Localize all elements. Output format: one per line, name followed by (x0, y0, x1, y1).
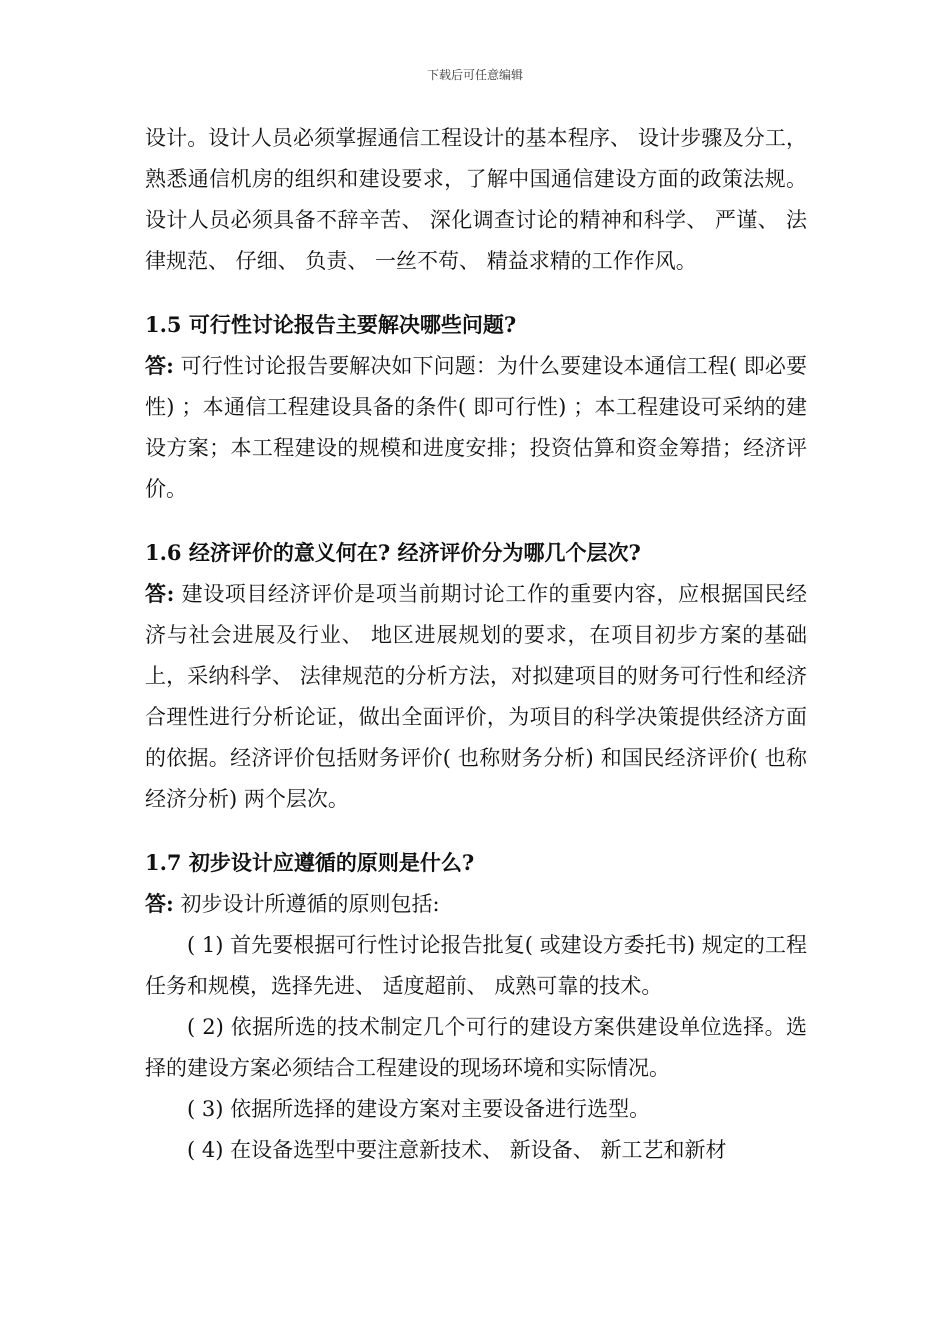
intro-paragraph: 设计。设计人员必须掌握通信工程设计的基本程序、 设计步骤及分工，熟悉通信机房的组织和建设要求，了解中国通信建设方面的政策法规。设计人员必须具备不辞辛苦、 深化调查讨论的精神和科学、 严谨、 法律规范、 仔细、 负责、 一丝不苟、 精益求精的工作作风。 (145, 126, 807, 273)
question-1-7-heading: 1.7 初步设计应遵循的原则是什么? (145, 850, 475, 875)
answer-1-7-text: 初步设计所遵循的原则包括: (173, 892, 440, 916)
document-body (145, 118, 807, 1171)
answer-1-6-text: 建设项目经济评价是项当前期讨论工作的重要内容，应根据国民经济与社会进展及行业、 地区进展规划的要求，在项目初步方案的基础上，采纳科学、 法律规范的分析方法，对拟建项目的财务可行性和经济合理性进行分析论证，做出全面评价，为项目的科学决策提供经济方面的依据。经济评价包括财务评价( 也称财务分析) 和国民经济评价( 也称经济分析) 两个层次。 (145, 582, 807, 811)
principle-item-1: ( 1) 首先要根据可行性讨论报告批复( 或建设方委托书) 规定的工程任务和规模，选择先进、 适度超前、 成熟可靠的技术。 (145, 933, 807, 998)
answer-1-7 (145, 883, 807, 925)
answer-1-5-text: 可行性讨论报告要解决如下问题：为什么要建设本通信工程( 即必要性) ；本通信工程建设具备的条件( 即可行性) ；本工程建设可采纳的建设方案；本工程建设的规模和进度安排；投资估算和资金筹措；经济评价。 (145, 354, 807, 501)
question-1-6-heading: 1.6 经济评价的意义何在? 经济评价分为哪几个层次? (145, 540, 641, 565)
page-header: 下载后可任意编辑 (426, 68, 523, 82)
answer-1-5 (145, 345, 807, 510)
answer-label: 答: (145, 353, 174, 378)
principle-item-3: ( 3) 依据所选择的建设方案对主要设备进行选型。 (187, 1097, 651, 1121)
principle-item-4: ( 4) 在设备选型中要注意新技术、 新设备、 新工艺和新材 (187, 1138, 727, 1162)
answer-label: 答: (145, 891, 174, 916)
question-1-5-heading: 1.5 可行性讨论报告主要解决哪些问题? (145, 312, 517, 337)
answer-1-6 (145, 573, 807, 820)
answer-label: 答: (145, 581, 175, 606)
principle-item-2: ( 2) 依据所选的技术制定几个可行的建设方案供建设单位选择。选择的建设方案必须结合工程建设的现场环境和实际情况。 (145, 1015, 807, 1080)
